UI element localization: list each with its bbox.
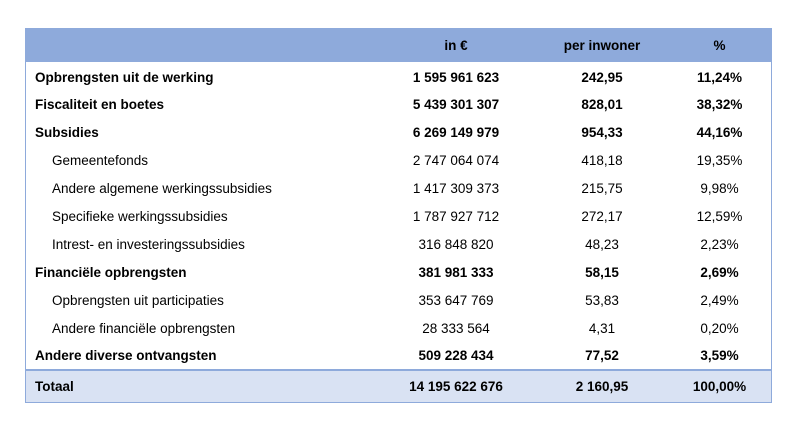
row-label: Fiscaliteit en boetes [35,96,165,112]
row-per-inwoner: 828,01 [581,96,623,112]
total-pct: 100,00% [692,379,747,394]
row-label: Subsidies [35,124,99,140]
row-eur: 1 787 927 712 [412,208,500,224]
row-eur: 1 417 309 373 [412,180,500,196]
row-pct: 2,49% [700,292,739,308]
table-header-row [26,29,771,62]
table-row [26,258,771,286]
row-eur: 2 747 064 074 [412,152,500,168]
row-per-inwoner: 242,95 [581,70,623,85]
row-pct: 11,24% [696,70,743,85]
row-eur: 1 595 961 623 [412,70,500,85]
row-label: Specifieke werkingssubsidies [52,208,228,224]
row-eur: 509 228 434 [418,348,494,363]
row-label: Andere algemene werkingssubsidies [52,180,272,196]
row-pct: 2,23% [700,236,739,252]
row-pct: 44,16% [696,124,743,140]
row-label: Financiële opbrengsten [35,264,187,280]
row-per-inwoner: 954,33 [581,124,623,140]
table-row [26,314,771,342]
row-per-inwoner: 4,31 [588,320,616,336]
row-per-inwoner: 77,52 [585,348,619,363]
table-row [26,202,771,230]
row-pct: 0,20% [700,320,739,336]
total-row [26,370,771,402]
row-label: Andere diverse ontvangsten [35,348,217,363]
table-row [26,174,771,202]
header-eur: in € [444,38,468,53]
row-eur: 28 333 564 [422,320,490,336]
header-pct: % [713,38,726,53]
row-label: Intrest- en investeringssubsidies [52,236,245,252]
revenue-table [26,29,771,402]
row-label: Andere financiële opbrengsten [52,320,236,336]
total-per-inwoner: 2 160,95 [575,379,629,394]
row-pct: 9,98% [700,180,739,196]
total-eur: 14 195 622 676 [409,379,503,394]
header-per-inwoner: per inwoner [563,38,641,53]
row-per-inwoner: 48,23 [585,236,619,252]
table-row [26,286,771,314]
revenue-table-frame [25,28,772,403]
row-pct: 12,59% [696,208,743,224]
row-per-inwoner: 58,15 [585,264,619,280]
row-eur: 6 269 149 979 [412,124,500,140]
row-pct: 19,35% [696,152,743,168]
table-row [26,146,771,174]
total-label: Totaal [35,379,74,394]
row-eur: 381 981 333 [418,264,494,280]
table-row [26,230,771,258]
row-label: Opbrengsten uit de werking [35,70,214,85]
row-per-inwoner: 272,17 [581,208,623,224]
header-label [26,29,376,62]
row-eur: 5 439 301 307 [412,96,500,112]
row-per-inwoner: 215,75 [581,180,623,196]
table-row [26,90,771,118]
row-eur: 316 848 820 [418,236,494,252]
table-row [26,118,771,146]
row-pct: 2,69% [700,264,739,280]
row-pct: 3,59% [700,348,739,363]
table-row [26,342,771,370]
row-label: Gemeentefonds [52,152,149,168]
row-eur: 353 647 769 [418,292,494,308]
row-label: Opbrengsten uit participaties [52,292,224,308]
row-per-inwoner: 53,83 [585,292,619,308]
row-pct: 38,32% [696,96,743,112]
row-per-inwoner: 418,18 [581,152,623,168]
table-row [26,62,771,90]
